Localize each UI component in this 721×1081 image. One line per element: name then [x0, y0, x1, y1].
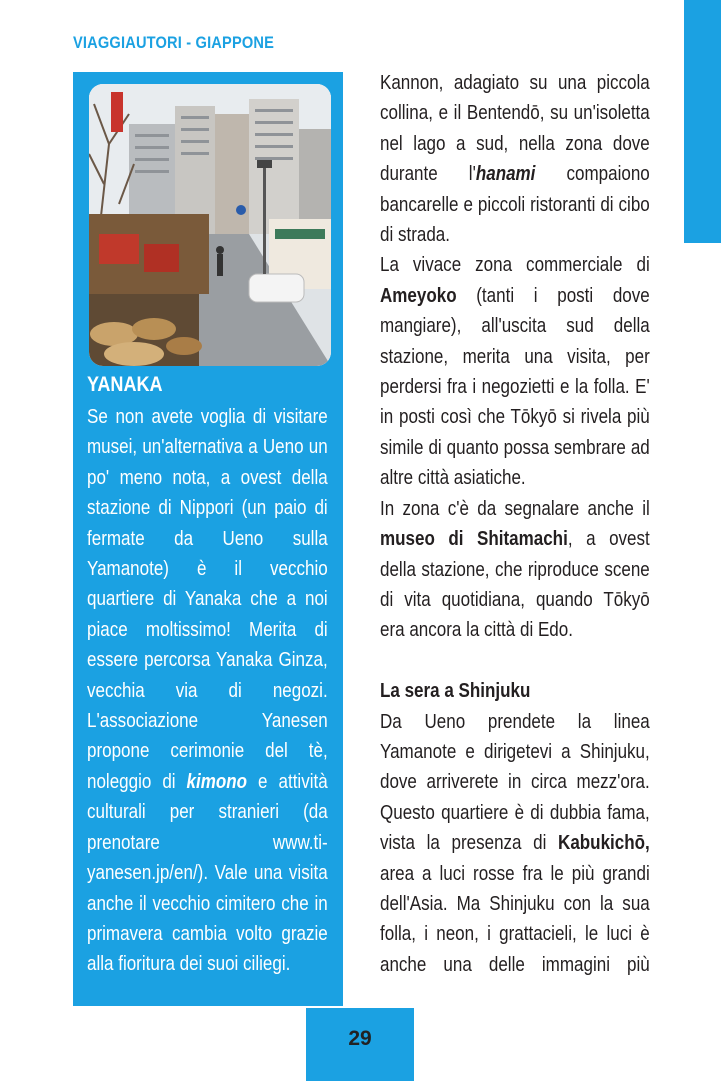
- yanaka-sidebox: [73, 72, 343, 1006]
- paragraph-ameyoko: La vivace zona commerciale di Ameyoko (tanti i posti dove mangiare), all'uscita sud della stazione, merita una visita, per perdersi fra i negozietti e la folla. E' in posti così che Tōkyō si rivela più simile di quanto possa sembrare ad altre città asiatiche.: [380, 253, 650, 490]
- section-subheading: La sera a Shinjuku: [380, 679, 531, 703]
- ameyoko-term: Ameyoko: [380, 283, 457, 307]
- street-scene-illustration: [89, 84, 331, 366]
- paragraph-shinjuku: Da Ueno prendete la linea Yamanote e dirigetevi a Shinjuku, dove arriverete in circa mezz'ora. Questo quartiere è di dubbia fama, vista la presenza di Kabukichō, area a luci rosse fra le più grandi dell'Asia. Ma Shinjuku con la sua folla, i neon, i grattacieli, le luci è anche una delle immagini più: [380, 709, 650, 976]
- chapter-tab: [684, 0, 721, 243]
- yanaka-text-part1: Se non avete voglia di visitare musei, un'alternativa a Ueno un po' meno nota, a ovest della stazione di Nippori (un paio di fermate da Ueno sulla Yamanote) è il vecchio quartiere di Yanaka che a noi piace moltissimo! Merita di essere percorsa Yanaka Ginza, vecchia via di negozi. L'associazione Yanesen propone cerimonie del tè, noleggio di: [87, 405, 328, 793]
- yanaka-photo: [89, 84, 331, 366]
- paragraph-museo: In zona c'è da segnalare anche il museo di Shitamachi, a ovest della stazione, che riproduce scene di vita quotidiana, quando Tōkyō era ancora la città di Edo.: [380, 496, 650, 642]
- kimono-term: kimono: [186, 769, 248, 793]
- page-number-box: [306, 1008, 414, 1081]
- yanaka-heading: YANAKA: [87, 373, 163, 396]
- museo-term: museo di Shitamachi: [380, 527, 568, 551]
- running-header: VIAGGIAUTORI - GIAPPONE: [73, 33, 275, 52]
- main-column: [380, 68, 650, 980]
- yanaka-text-part2: e attività culturali per stranieri (da prenotare www.ti-yanesen.jp/en/). Vale una visita anche il vecchio cimitero che in primavera cambia volto grazie alla fioritura dei suoi ciliegi.: [87, 769, 328, 976]
- yanaka-text: [87, 402, 328, 980]
- page-number: 29: [348, 1027, 372, 1050]
- paragraph-kannon: Kannon, adagiato su una piccola collina, e il Bentendō, su un'isoletta nel lago a sud, nella zona dove durante l'hanami compaiono bancarelle e piccoli ristoranti di cibo di strada.: [380, 71, 650, 247]
- kabukicho-term: Kabukichō,: [558, 831, 650, 855]
- hanami-term: hanami: [475, 162, 536, 186]
